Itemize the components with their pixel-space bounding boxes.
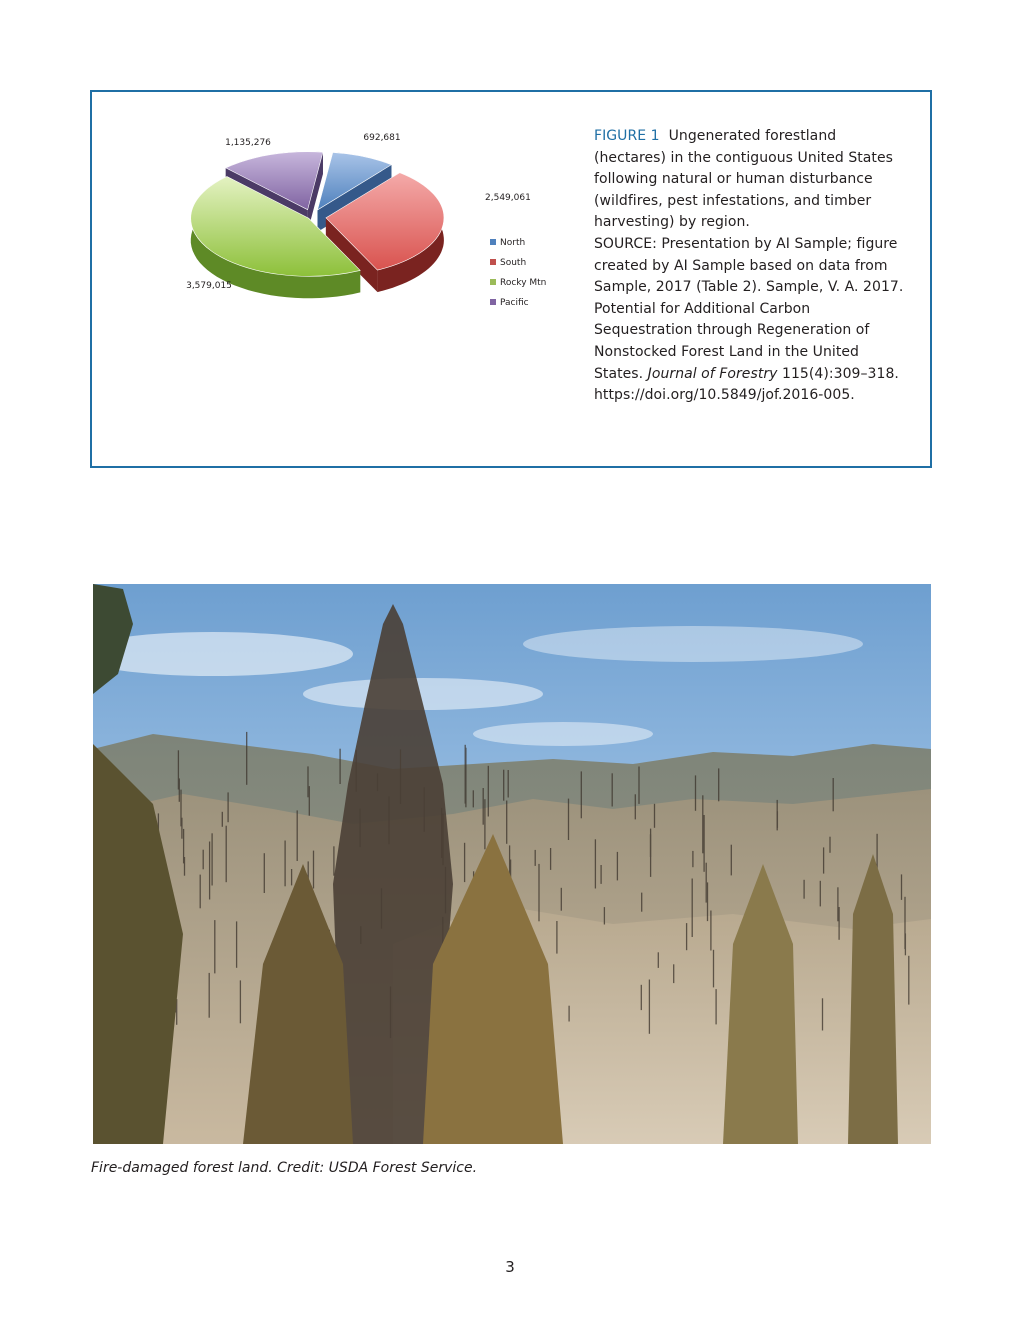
figure-1-box <box>90 90 932 468</box>
legend-swatch-pacific <box>490 299 496 305</box>
legend-label-pacific: Pacific <box>500 298 529 308</box>
chart-legend <box>490 238 546 308</box>
page-number: 3 <box>505 1258 515 1276</box>
legend-swatch-south <box>490 259 496 265</box>
data-label-north: 692,681 <box>363 133 401 143</box>
forest-photo <box>93 584 931 1144</box>
citation-tail: 115(4):309–318. https://doi.org/10.5849/jof.2016-005. <box>594 365 899 404</box>
journal-name: Journal of Forestry <box>647 365 778 382</box>
data-label-south: 2,549,061 <box>485 193 531 203</box>
legend-label-north: North <box>500 238 526 248</box>
figure-caption <box>594 126 912 407</box>
fire-damaged-forest-image <box>93 584 931 1144</box>
data-label-pacific: 1,135,276 <box>225 138 271 148</box>
legend-swatch-rocky-mtn <box>490 279 496 285</box>
pie-chart <box>92 92 572 466</box>
figure-source: SOURCE: Presentation by AI Sample; figure created by AI Sample based on data from Sample, 2017 (Table 2). Sample, V. A. 2017. Potential for Additional Carbon Sequestration through Regeneration of Nonstocked Forest Land in the United States. <box>594 235 904 382</box>
photo-caption: Fire-damaged forest land. Credit: USDA Forest Service. <box>91 1160 478 1176</box>
legend-label-rocky-mtn: Rocky Mtn <box>500 278 547 288</box>
legend-swatch-north <box>490 239 496 245</box>
data-label-rocky-mtn: 3,579,015 <box>186 281 232 291</box>
legend-label-south: South <box>500 258 527 268</box>
figure-label: FIGURE 1 <box>594 128 660 144</box>
figure-caption-text: Ungenerated forestland (hectares) in the contiguous United States following natural or human disturbance (wildfires, pest infestations, and timber harvesting) by region. <box>594 128 893 231</box>
